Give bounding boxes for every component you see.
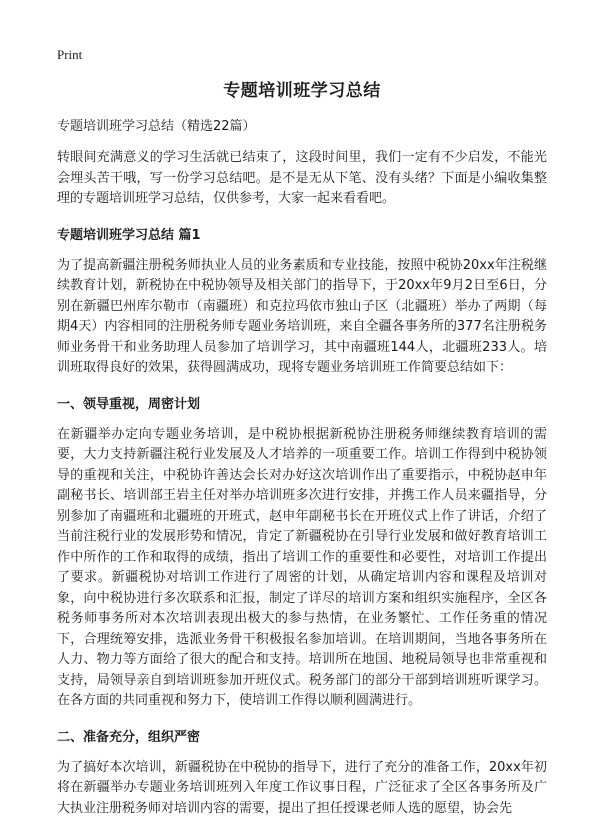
section-1-paragraph: 在新疆举办定向专题业务培训，是中税协根据新税协注册税务师继续教育培训的需要，大力支持新疆注税行业发展及人才培养的一项重要工作。培训工作得到中税协领导的重视和关注，中税协许善达会长对办好这次培训作出了重要指示，中税协赵申年副秘书长、培训部王岩主任对举办培训班多次进行安排，并携工作人员来疆指导，分别参加了南疆班和北疆班的开班式，赵申年副秘书长在开班仪式上作了讲话，介绍了当前注税行业的发展形势和情况，肯定了新疆税协在引导行业发展和做好教育培训工作中所作的工作和取得的成绩，指出了培训工作的重要性和必要性，对培训工作提出了要求。新疆税协对培训工作进行了周密的计划，从确定培训内容和课程及培训对象，向中税协进行多次联系和汇报，制定了详尽的培训方案和组织实施程序，全区各税务师事务所对本次培训表现出极大的参与热情，在业务繁忙、工作任务重的情况下，合理统筹安排，选派业务骨干积极报名参加培训。在培训期间，当地各事务所在人力、物力等方面给了很大的配合和支持。培训所在地国、地税局领导也非常重视和支持，局领导亲自到培训班参加开班仪式。税务部门的部分干部到培训班听课学习。在各方面的共同重视和努力下，使培训工作得以顺利圆满进行。 — [57, 426, 547, 708]
article-heading: 专题培训班学习总结 篇1 — [57, 227, 201, 243]
document-body — [57, 80, 547, 835]
section-2-paragraph: 为了搞好本次培训，新疆税协在中税协的指导下，进行了充分的准备工作，20xx年初将在新疆举办专题业务培训班列入年度工作议事日程，广泛征求了全区各事务所及广大执业注册税务师对培训内容的需要，提出了担任授课老师人选的愿望，协会先 — [57, 759, 547, 816]
document-title: 专题培训班学习总结 — [223, 81, 381, 101]
print-link[interactable]: Print — [57, 47, 83, 62]
document-subtitle: 专题培训班学习总结（精选22篇） — [57, 119, 256, 134]
article-intro-paragraph: 为了提高新疆注册税务师执业人员的业务素质和专业技能，按照中税协20xx年注税继续教育计划，新税协在中税协领导及相关部门的指导下，于20xx年9月2日至6日，分别在新疆巴州库尔勒市（南疆班）和克拉玛依市独山子区（北疆班）举办了两期（每期4天）内容相同的注册税务师专题业务培训班，来自全疆各事务所的377名注册税务师业务骨干和业务助理人员参加了培训学习，其中南疆班144人，北疆班233人。培训班取得良好的效果，获得圆满成功，现将专题业务培训班工作简要总结如下： — [57, 257, 547, 375]
section-1-heading: 一、领导重视，周密计划 — [57, 396, 201, 412]
intro-paragraph: 转眼间充满意义的学习生活就已结束了，这段时间里，我们一定有不少启发，不能光会埋头苦干哦，写一份学习总结吧。是不是无从下笔、没有头绪？下面是小编收集整理的专题培训班学习总结，仅供参考，大家一起来看看吧。 — [57, 150, 547, 206]
section-2-heading: 二、准备充分，组织严密 — [57, 729, 201, 745]
